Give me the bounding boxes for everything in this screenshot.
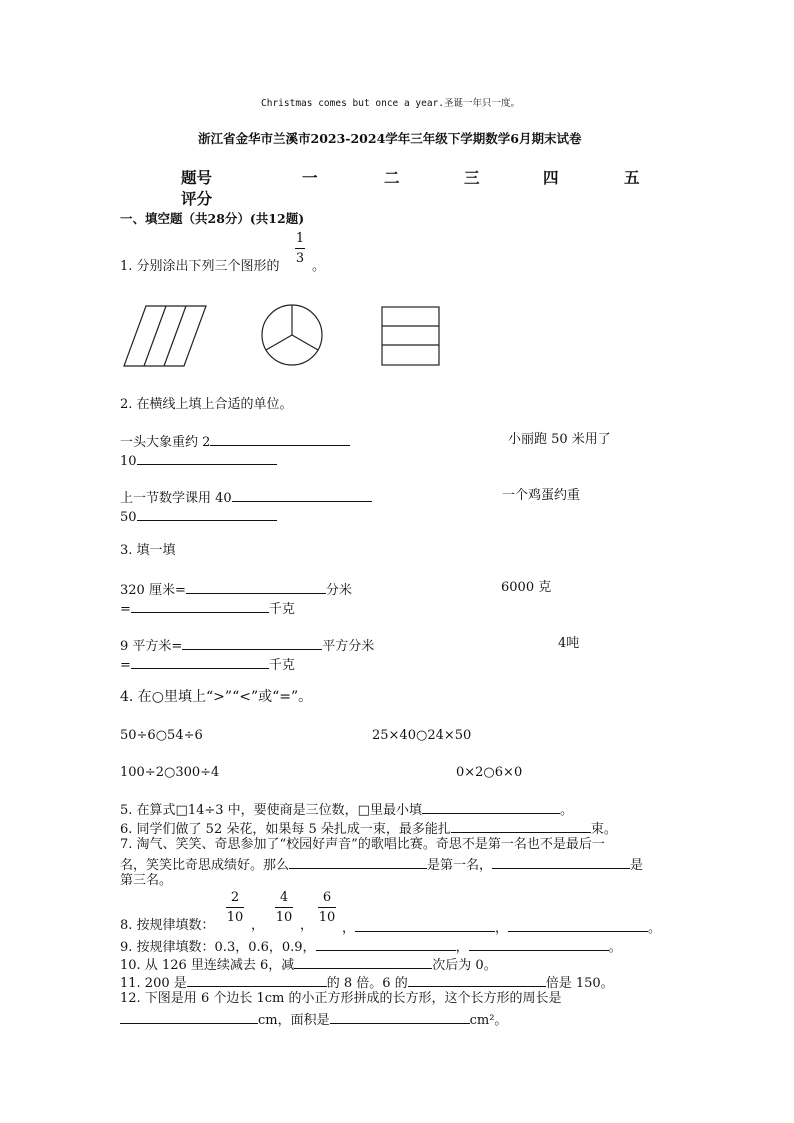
fraction-bar	[275, 907, 293, 908]
question-7-line-1: 7. 淘气、笑笑、奇思参加了“校园好声音”的歌唱比赛。奇思不是第一名也不是最后一	[120, 837, 605, 852]
question-2a-text: 一头大象重约 2	[120, 435, 211, 450]
question-9	[120, 938, 622, 954]
question-5-end: 。	[559, 803, 573, 818]
answer-blank[interactable]	[451, 820, 591, 833]
question-3a-unit: 分米	[325, 583, 352, 598]
question-8-fraction-1	[226, 891, 244, 924]
question-5	[120, 801, 573, 817]
circle-figure	[262, 305, 322, 365]
answer-blank[interactable]	[316, 938, 456, 951]
question-3b-wrap-eq: =	[120, 658, 131, 673]
fraction-numerator: 2	[230, 890, 240, 905]
answer-blank[interactable]	[120, 1011, 258, 1024]
question-4-expr-2: 25×40○24×50	[372, 728, 472, 743]
answer-blank[interactable]	[469, 938, 609, 951]
fraction-numerator: 6	[322, 890, 332, 905]
answer-blank[interactable]	[210, 433, 350, 446]
exam-title: 浙江省金华市兰溪市2023-2024学年三年级下学期数学6月期末试卷	[198, 131, 582, 146]
fraction-numerator: 1	[295, 231, 305, 246]
question-8-sep-2: ，	[300, 918, 314, 933]
question-10-text: 10. 从 126 里连续减去 6，减	[120, 958, 295, 973]
question-2b-wrap	[120, 508, 277, 524]
question-1-text: 1. 分别涂出下列三个图形的	[120, 259, 280, 274]
question-3b-unit: 平方分米	[322, 639, 375, 654]
question-12-line-1: 12. 下图是用 6 个边长 1cm 的小正方形拼成的长方形，这个长方形的周长是	[120, 991, 562, 1006]
answer-blank[interactable]	[137, 508, 277, 521]
score-table-col-3: 三	[464, 168, 480, 187]
fraction-denominator: 10	[318, 910, 336, 925]
question-1-end: 。	[312, 259, 326, 274]
question-12-line-2	[120, 1011, 507, 1027]
question-3a	[120, 581, 352, 597]
question-3b-wrap-unit: 千克	[268, 658, 295, 673]
question-10-end: 次后为 0。	[432, 958, 497, 973]
question-2a-wrap-text: 10	[120, 454, 137, 469]
fraction-numerator: 4	[279, 890, 289, 905]
answer-blank[interactable]	[131, 656, 269, 669]
answer-blank[interactable]	[289, 856, 427, 869]
parallelogram-divider-1	[144, 306, 166, 366]
circle-divider-3	[292, 335, 318, 350]
fraction-denominator: 10	[226, 910, 244, 925]
question-11-text-c: 倍是 150。	[545, 976, 614, 991]
score-table-row2-label: 评分	[181, 189, 213, 208]
answer-blank[interactable]	[232, 489, 372, 502]
question-3: 3. 填一填	[120, 543, 176, 558]
question-4-expr-4: 0×2○6×0	[456, 765, 523, 780]
question-9-text: 9. 按规律填数：0.3，0.6，0.9，	[120, 940, 316, 955]
question-2a	[120, 433, 350, 449]
question-2b-text: 上一节数学课用 40	[120, 491, 232, 506]
question-7-line-2	[120, 856, 643, 872]
question-8-end: 。	[648, 921, 662, 936]
question-2a-wrap	[120, 452, 277, 468]
question-12-unit-2: cm²。	[469, 1013, 508, 1028]
question-6-text: 6. 同学们做了 52 朵花，如果每 5 朵扎成一束，最多能扎	[120, 822, 451, 837]
answer-blank[interactable]	[187, 974, 327, 987]
answer-blank[interactable]	[294, 956, 432, 969]
question-3b-wrap	[120, 656, 295, 672]
answer-blank[interactable]	[492, 856, 630, 869]
question-3a-wrap-unit: 千克	[268, 602, 295, 617]
section-heading: 一、填空题（共28分）(共12题)	[120, 211, 305, 226]
question-3a-wrap-eq: =	[120, 602, 131, 617]
rectangle-outline	[382, 307, 439, 365]
question-4-expr-3: 100÷2○300÷4	[120, 765, 220, 780]
question-4: 4. 在○里填上“>”“<”或“=”。	[120, 689, 313, 705]
question-7-line-3: 第三名。	[120, 873, 173, 888]
question-8-fraction-3	[318, 891, 336, 924]
score-table-col-1: 一	[302, 168, 318, 187]
answer-blank[interactable]	[131, 600, 269, 613]
question-9-sep: ，	[455, 940, 469, 955]
answer-blank[interactable]	[182, 637, 322, 650]
fraction-denominator: 10	[275, 910, 293, 925]
circle-divider-2	[266, 335, 292, 350]
question-2: 2. 在横线上填上合适的单位。	[120, 397, 293, 412]
question-11-text-a: 11. 200 是	[120, 976, 187, 991]
question-5-text: 5. 在算式□14÷3 中，要使商是三位数，□里最小填	[120, 803, 422, 818]
answer-blank[interactable]	[355, 919, 495, 932]
question-10	[120, 956, 497, 972]
question-11-text-b: 的 8 倍。6 的	[326, 976, 408, 991]
parallelogram-divider-2	[164, 306, 186, 366]
question-6	[120, 820, 617, 836]
answer-blank[interactable]	[186, 581, 326, 594]
question-3a-right: 6000 克	[501, 580, 552, 595]
question-7-text-a: 名，笑笑比奇思成绩好。那么	[120, 858, 290, 873]
answer-blank[interactable]	[422, 801, 560, 814]
score-table-row1-label: 题号	[181, 168, 213, 187]
question-3a-text: 320 厘米=	[120, 583, 186, 598]
top-note: Christmas comes but once a year.圣诞一年只一度。	[261, 98, 521, 109]
question-8-text: 8. 按规律填数：	[120, 918, 215, 933]
fraction-bar	[226, 907, 244, 908]
answer-blank[interactable]	[408, 974, 546, 987]
question-3b-right: 4吨	[558, 636, 580, 651]
question-2b-right: 一个鸡蛋约重	[502, 488, 581, 503]
question-8-sep-1: ，	[251, 918, 265, 933]
score-table-col-5: 五	[624, 168, 640, 187]
answer-blank[interactable]	[508, 919, 648, 932]
answer-blank[interactable]	[330, 1011, 470, 1024]
question-9-end: 。	[608, 940, 622, 955]
question-3b	[120, 637, 374, 653]
question-3b-text: 9 平方米=	[120, 639, 183, 654]
score-table-col-2: 二	[384, 168, 400, 187]
answer-blank[interactable]	[137, 452, 277, 465]
question-6-end: 束。	[590, 822, 617, 837]
question-4-expr-1: 50÷6○54÷6	[120, 728, 203, 743]
parallelogram-figure	[124, 306, 206, 366]
question-2b	[120, 489, 372, 505]
question-3a-wrap	[120, 600, 295, 616]
question-8-sep-3: ，	[342, 921, 356, 936]
question-8-fraction-2	[275, 891, 293, 924]
score-table-col-4: 四	[543, 168, 559, 187]
question-2b-wrap-text: 50	[120, 510, 137, 525]
question-8-answers	[342, 919, 661, 935]
question-7-text-c: 是	[630, 858, 644, 873]
parallelogram-outline	[124, 306, 206, 366]
question-11	[120, 974, 614, 990]
fraction-denominator: 3	[295, 251, 305, 266]
question-8-sep-4: ，	[495, 921, 509, 936]
question-7-text-b: 是第一名，	[427, 858, 493, 873]
rectangle-figure	[382, 307, 439, 365]
fraction-bar	[318, 907, 336, 908]
question-12-unit-1: cm，面积是	[258, 1013, 330, 1028]
question-2a-right: 小丽跑 50 米用了	[508, 432, 611, 447]
